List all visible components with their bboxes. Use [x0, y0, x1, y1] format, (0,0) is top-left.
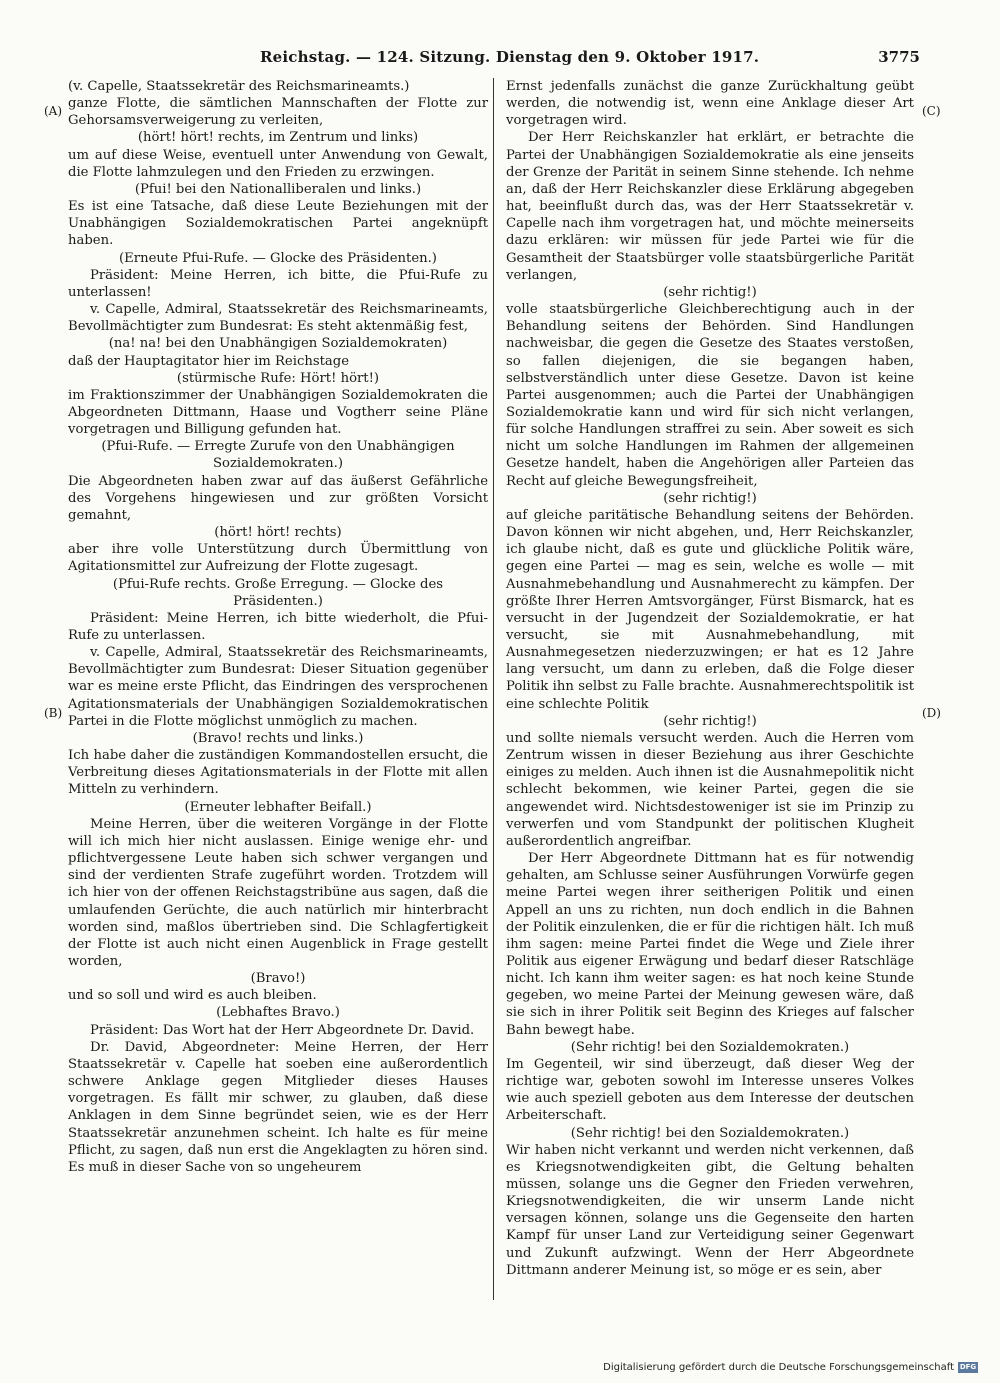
interjection: (hört! hört! rechts, im Zentrum und links) [137, 130, 419, 146]
footer-text: Digitalisierung gefördert durch die Deutsche Forschungsgemeinschaft [603, 1362, 954, 1373]
right-column [506, 78, 914, 1279]
paragraph: Der Herr Reichskanzler hat erklärt, er betrachte die Partei der Unabhängigen Sozialdemokratie als eine jenseits der Grenze der Parität in seinem Sinne stehende. Ich nehme an, daß der Herr Reichskanzler diese Erklärung abgegeben hat, beeinflußt durch das, was der Herr Staatssekretär v. Capelle nach ihm vorgetragen hat, und möchte meinerseits dazu erklären: wir müssen für jede Partei wie für die Gesamtheit der Staatsbürger volle staatsbürgerliche Parität verlangen, [506, 130, 914, 283]
paragraph: um auf diese Weise, eventuell unter Anwendung von Gewalt, die Flotte lahmzulegen und den Frieden zu erzwingen. [68, 147, 488, 180]
paragraph: daß der Hauptagitator hier im Reichstage [68, 353, 349, 369]
margin-marker-b: (B) [44, 706, 63, 720]
paragraph: v. Capelle, Admiral, Staatssekretär des Reichsmarineamts, Bevollmächtigter zum Bundesrat: Dieser Situation gegenüber war es meine erste Pflicht, das Eindringen des versprochenen Agitationsmaterials der Unabhängigen Sozialdemokratischen Partei in die Flotte möglichst unmöglich zu machen. [68, 645, 488, 729]
speaker-attribution: (v. Capelle, Staatssekretär des Reichsmarineamts.) [68, 79, 410, 94]
paragraph: Ich habe daher die zuständigen Kommandostellen ersucht, die Verbreitung dieses Agitationsmaterials in der Flotte mit allen Mitteln zu verhindern. [68, 748, 488, 798]
paragraph: Im Gegenteil, wir sind überzeugt, daß dieser Weg der richtige war, geboten sowohl im Interesse unseres Volkes wie auch speziell geboten aus dem Interesse der deutschen Arbeiterschaft. [506, 1056, 914, 1124]
margin-marker-a: (A) [44, 104, 63, 118]
paragraph: und sollte niemals versucht werden. Auch die Herren vom Zentrum wissen in dieser Beziehung aus ihrer Geschichte einiges zu melden. Auch ihnen ist die Ausnahmepolitik nicht schlecht bekommen, wie keiner Partei, gegen die sie angewendet wird. Nichtsdestoweniger ist sie im Prinzip zu verwerfen und vom Standpunkt der politischen Klugheit außerordentlich angreifbar. [506, 730, 914, 849]
header-title: Reichstag. — 124. Sitzung. Dienstag den 9. Oktober 1917. [260, 48, 760, 66]
left-column [68, 78, 488, 1176]
paragraph: aber ihre volle Unterstützung durch Übermittlung von Agitationsmittel zur Aufreizung der Flotte zugesagt. [68, 542, 488, 575]
paragraph: Präsident: Meine Herren, ich bitte wiederholt, die Pfui-Rufe zu unterlassen. [68, 610, 488, 643]
interjection: (Lebhaftes Bravo.) [216, 1005, 340, 1021]
interjection: (Pfui-Rufe. — Erregte Zurufe von den Unabhängigen Sozialdemokraten.) [101, 439, 455, 472]
running-header [60, 48, 920, 70]
margin-marker-d: (D) [922, 706, 941, 720]
paragraph: Die Abgeordneten haben zwar auf das äußerst Gefährliche des Vorgehens hingewiesen und zur größten Vorsicht gemahnt, [68, 473, 488, 523]
interjection: (hört! hört! rechts) [214, 525, 342, 541]
paragraph: Präsident: Meine Herren, ich bitte, die Pfui-Rufe zu unterlassen! [68, 267, 488, 300]
interjection: (Pfui! bei den Nationalliberalen und links.) [134, 181, 422, 197]
interjection: (sehr richtig!) [663, 713, 757, 729]
interjection: (Pfui-Rufe rechts. Große Erregung. — Glocke des Präsidenten.) [112, 576, 444, 609]
paragraph: Es ist eine Tatsache, daß diese Leute Beziehungen mit der Unabhängigen Sozialdemokratischen Partei angeknüpft haben. [68, 199, 488, 249]
margin-marker-c: (C) [922, 104, 941, 118]
interjection: (Erneute Pfui-Rufe. — Glocke des Präsidenten.) [119, 250, 437, 266]
interjection: (Erneuter lebhafter Beifall.) [184, 799, 372, 815]
dfg-logo-icon: DFG [959, 1363, 977, 1371]
interjection: (Bravo! rechts und links.) [192, 730, 364, 746]
paragraph: volle staatsbürgerliche Gleichberechtigung auch in der Behandlung seitens der Behörden. Sind Handlungen nachweisbar, die gegen die Gesetze des Staates verstoßen, so fallen diejenigen, die sie begangen haben, selbstverständlich unter diese Gesetze. Davon ist keine Partei ausgenommen; auch die Partei der Unabhängigen Sozialdemokratie kann und wird für sich nicht verlangen, für solche Handlungen straffrei zu sein. Aber soweit es sich nicht um solche Handlungen im Rahmen der allgemeinen Gesetze handelt, haben die Angehörigen aller Parteien das Recht auf gleiche Bewegungsfreiheit, [506, 302, 914, 489]
paragraph: im Fraktionszimmer der Unabhängigen Sozialdemokraten die Abgeordneten Dittmann, Haase und Vogtherr seine Pläne vorgetragen und Billigung gefunden hat. [68, 387, 488, 438]
paragraph: auf gleiche paritätische Behandlung seitens der Behörden. Davon können wir nicht abgehen, und, Herr Reichskanzler, ich glaube nicht, daß es gute und glückliche Politik wäre, gegen eine Partei — mag es sein, welche es wolle — mit Ausnahmebehandlung und Ausnahmerecht zu kämpfen. Der größte Ihrer Herren Amtsvorgänger, Fürst Bismarck, hat es versucht in der Jugendzeit der Sozialdemokratie, er hat versucht, sie mit Ausnahmebehandlung, mit Ausnahmegesetzen niederzuzwingen; er hat es 12 Jahre lang versucht, um dann zu erleben, daß die Folge dieser Politik ihn selbst zu Falle brachte. Ausnahmerechtspolitik ist eine schlechte Politik [506, 507, 914, 712]
page-number: 3775 [878, 48, 920, 66]
paragraph: Der Herr Abgeordnete Dittmann hat es für notwendig gehalten, am Schlusse seiner Ausführungen Vorwürfe gegen meine Partei wegen ihrer seitherigen Politik und einen Appell an uns zu richten, nun doch endlich in die Bahnen der Politik einzulenken, die er für die richtigen hält. Ich muß ihm sagen: meine Partei findet die Wege und Ziele ihrer Politik aus eigener Erwägung und bedarf dieser Ratschläge nicht. Ich kann ihm weiter sagen: es hat noch keine Stunde gegeben, wo meine Partei der Meinung gewesen wäre, daß sie sich in ihrer Politik seit Beginn des Krieges auf falscher Bahn bewegt habe. [506, 851, 914, 1038]
paragraph: Meine Herren, über die weiteren Vorgänge in der Flotte will ich mich hier nicht auslassen. Einige wenige ehr- und pflichtvergessene Leute haben sich schwer vergangen und sind der verdienten Strafe zugeführt worden. Trotzdem will ich hier von der offenen Reichstagstribüne aus sagen, daß die umlaufenden Gerüchte, die auch natürlich mir hinterbracht worden sind, maßlos übertrieben sind. Die Schlagfertigkeit der Flotte ist auch nicht einen Augenblick in Frage gestellt worden, [68, 816, 488, 969]
interjection: (na! na! bei den Unabhängigen Sozialdemokraten) [108, 336, 448, 352]
paragraph: Ernst jedenfalls zunächst die ganze Zurückhaltung geübt werden, die notwendig ist, wenn eine Anklage dieser Art vorgetragen wird. [506, 79, 914, 129]
interjection: (Sehr richtig! bei den Sozialdemokraten.) [570, 1125, 850, 1141]
paragraph: ganze Flotte, die sämtlichen Mannschaften der Flotte zur Gehorsamsverweigerung zu verleiten, [68, 96, 488, 129]
paragraph: Dr. David, Abgeordneter: Meine Herren, der Herr Staatssekretär v. Capelle hat soeben eine außerordentlich schwere Anklage gegen Mitglieder dieses Hauses vorgetragen. Es fällt mir schwer, zu glauben, daß diese Anklagen in dem Sinne begründet seien, wie es der Herr Staatssekretär anzunehmen scheint. Ich halte es für meine Pflicht, zu sagen, daß nun erst die Angeklagten zu hören sind. Es muß in dieser Sache von so ungeheurem [68, 1039, 488, 1175]
paragraph: v. Capelle, Admiral, Staatssekretär des Reichsmarineamts, Bevollmächtigter zum Bundesrat: Es steht aktenmäßig fest, [68, 302, 488, 335]
interjection: (sehr richtig!) [663, 490, 757, 506]
paragraph: Präsident: Das Wort hat der Herr Abgeordnete Dr. David. [90, 1022, 475, 1038]
paragraph: und so soll und wird es auch bleiben. [68, 988, 317, 1004]
digitization-credit [603, 1362, 978, 1373]
interjection: (stürmische Rufe: Hört! hört!) [176, 370, 380, 386]
interjection: (Bravo!) [250, 971, 306, 987]
column-divider [493, 78, 494, 1300]
paragraph: Wir haben nicht verkannt und werden nicht verkennen, daß es Kriegsnotwendigkeiten gibt, die Geltung behalten müssen, solange uns die Gegner den Frieden verwehren, Kriegsnotwendigkeiten, die wir unserm Lande nicht versagen können, solange uns die Gegenseite den harten Kampf für unser Land zur Verteidigung seiner Gegenwart und Zukunft aufzwingt. Wenn der Herr Abgeordnete Dittmann anderer Meinung ist, so möge er es sein, aber [506, 1142, 914, 1278]
interjection: (sehr richtig!) [663, 284, 757, 300]
interjection: (Sehr richtig! bei den Sozialdemokraten.) [570, 1039, 850, 1055]
